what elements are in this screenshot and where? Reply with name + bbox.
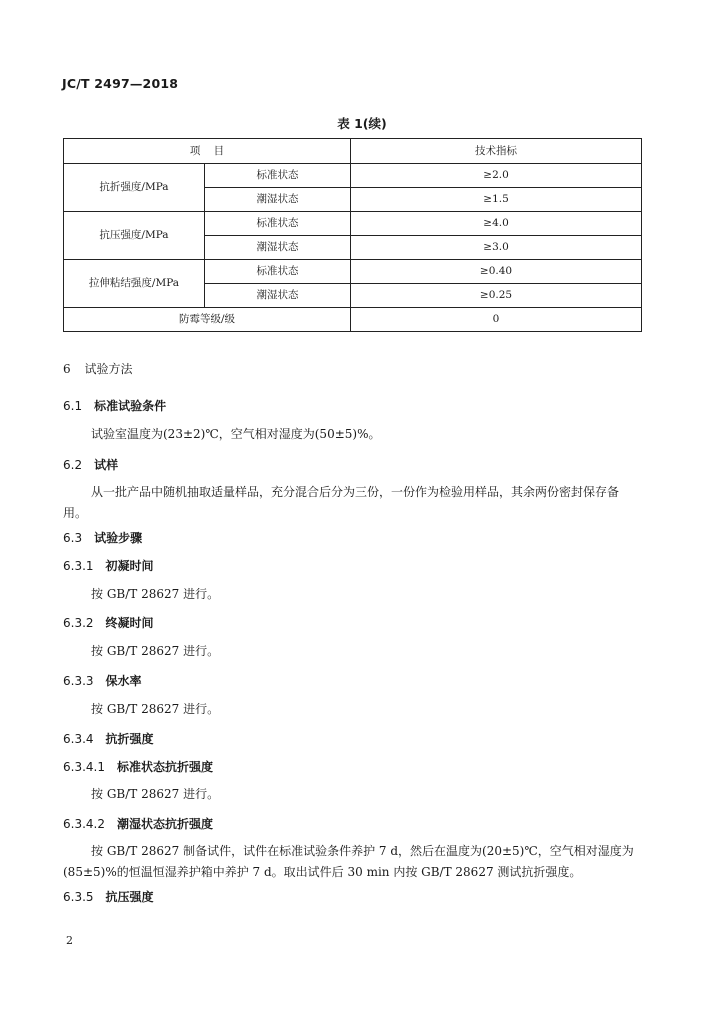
paragraph: 从一批产品中随机抽取适量样品，充分混合后分为三份，一份作为检验用样品，其余两份密封保存备用。 <box>63 485 620 520</box>
section-number: 6.3.2 <box>63 616 94 630</box>
section-number: 6.3.4.1 <box>63 760 105 774</box>
section-title: 终凝时间 <box>105 616 154 630</box>
section-heading <box>63 360 132 377</box>
value-cell: ≥1.5 <box>351 188 642 212</box>
section-title: 抗折强度 <box>105 732 154 746</box>
subsection-heading <box>63 730 154 747</box>
col-header-item: 项 目 <box>64 139 351 164</box>
paragraph: 按 GB/T 28627 进行。 <box>91 587 220 601</box>
value-cell: ≥2.0 <box>351 164 642 188</box>
subsection-heading <box>63 888 154 905</box>
row-group-mold-grade: 防霉等级/级 <box>64 308 351 332</box>
condition-cell: 潮湿状态 <box>205 236 351 260</box>
subsection-heading <box>63 614 154 631</box>
section-number: 6.3.4 <box>63 732 94 746</box>
value-cell: ≥3.0 <box>351 236 642 260</box>
subsection-heading <box>63 758 213 775</box>
standard-code: JC/T 2497—2018 <box>62 76 179 91</box>
section-title: 标准状态抗折强度 <box>116 760 213 774</box>
section-title: 初凝时间 <box>105 559 154 573</box>
paragraph: 按 GB/T 28627 进行。 <box>91 702 220 716</box>
section-number: 6.1 <box>63 399 83 413</box>
section-number: 6.3.1 <box>63 559 94 573</box>
section-title: 保水率 <box>105 674 142 688</box>
row-group-compressive: 抗压强度/MPa <box>64 212 205 260</box>
section-title: 标准试验条件 <box>94 399 167 413</box>
row-group-flexural: 抗折强度/MPa <box>64 164 205 212</box>
subsection-heading <box>63 456 118 473</box>
subsection-heading <box>63 529 142 546</box>
paragraph: 按 GB/T 28627 进行。 <box>91 787 220 801</box>
value-cell: ≥0.25 <box>351 284 642 308</box>
section-title: 试验步骤 <box>94 531 143 545</box>
section-title: 试样 <box>94 458 119 472</box>
section-number: 6.3.4.2 <box>63 817 105 831</box>
subsection-heading <box>63 672 142 689</box>
condition-cell: 潮湿状态 <box>205 188 351 212</box>
table-row <box>64 164 642 188</box>
condition-cell: 标准状态 <box>205 260 351 284</box>
table-row <box>64 212 642 236</box>
table-title: 表 1(续) <box>337 116 387 131</box>
subsection-heading <box>63 397 166 414</box>
subsection-heading <box>63 557 154 574</box>
condition-cell: 标准状态 <box>205 212 351 236</box>
value-cell: ≥0.40 <box>351 260 642 284</box>
paragraph: 按 GB/T 28627 制备试件，试件在标准试验条件养护 7 d，然后在温度为(20±5)℃，空气相对湿度为(85±5)%的恒温恒湿养护箱中养护 7 d。取出试件后 30 min 内按 GB/T 28627 测试抗折强度。 <box>63 844 634 879</box>
section-number: 6.3.5 <box>63 890 94 904</box>
paragraph: 试验室温度为(23±2)℃，空气相对湿度为(50±5)%。 <box>91 427 381 441</box>
col-header-spec: 技术指标 <box>351 139 642 164</box>
page-number: 2 <box>66 934 73 947</box>
section-number: 6.3 <box>63 531 83 545</box>
table-header-row <box>64 139 642 164</box>
spec-table <box>63 138 642 332</box>
section-number: 6.3.3 <box>63 674 94 688</box>
paragraph: 按 GB/T 28627 进行。 <box>91 644 220 658</box>
table-row <box>64 260 642 284</box>
section-number: 6 <box>63 362 71 376</box>
subsection-heading <box>63 815 213 832</box>
section-number: 6.2 <box>63 458 83 472</box>
value-cell: ≥4.0 <box>351 212 642 236</box>
condition-cell: 标准状态 <box>205 164 351 188</box>
row-group-tensile-bond: 拉伸粘结强度/MPa <box>64 260 205 308</box>
condition-cell: 潮湿状态 <box>205 284 351 308</box>
table-row <box>64 308 642 332</box>
section-title: 抗压强度 <box>105 890 154 904</box>
section-title: 潮湿状态抗折强度 <box>116 817 213 831</box>
section-title: 试验方法 <box>84 362 133 376</box>
value-cell: 0 <box>351 308 642 332</box>
